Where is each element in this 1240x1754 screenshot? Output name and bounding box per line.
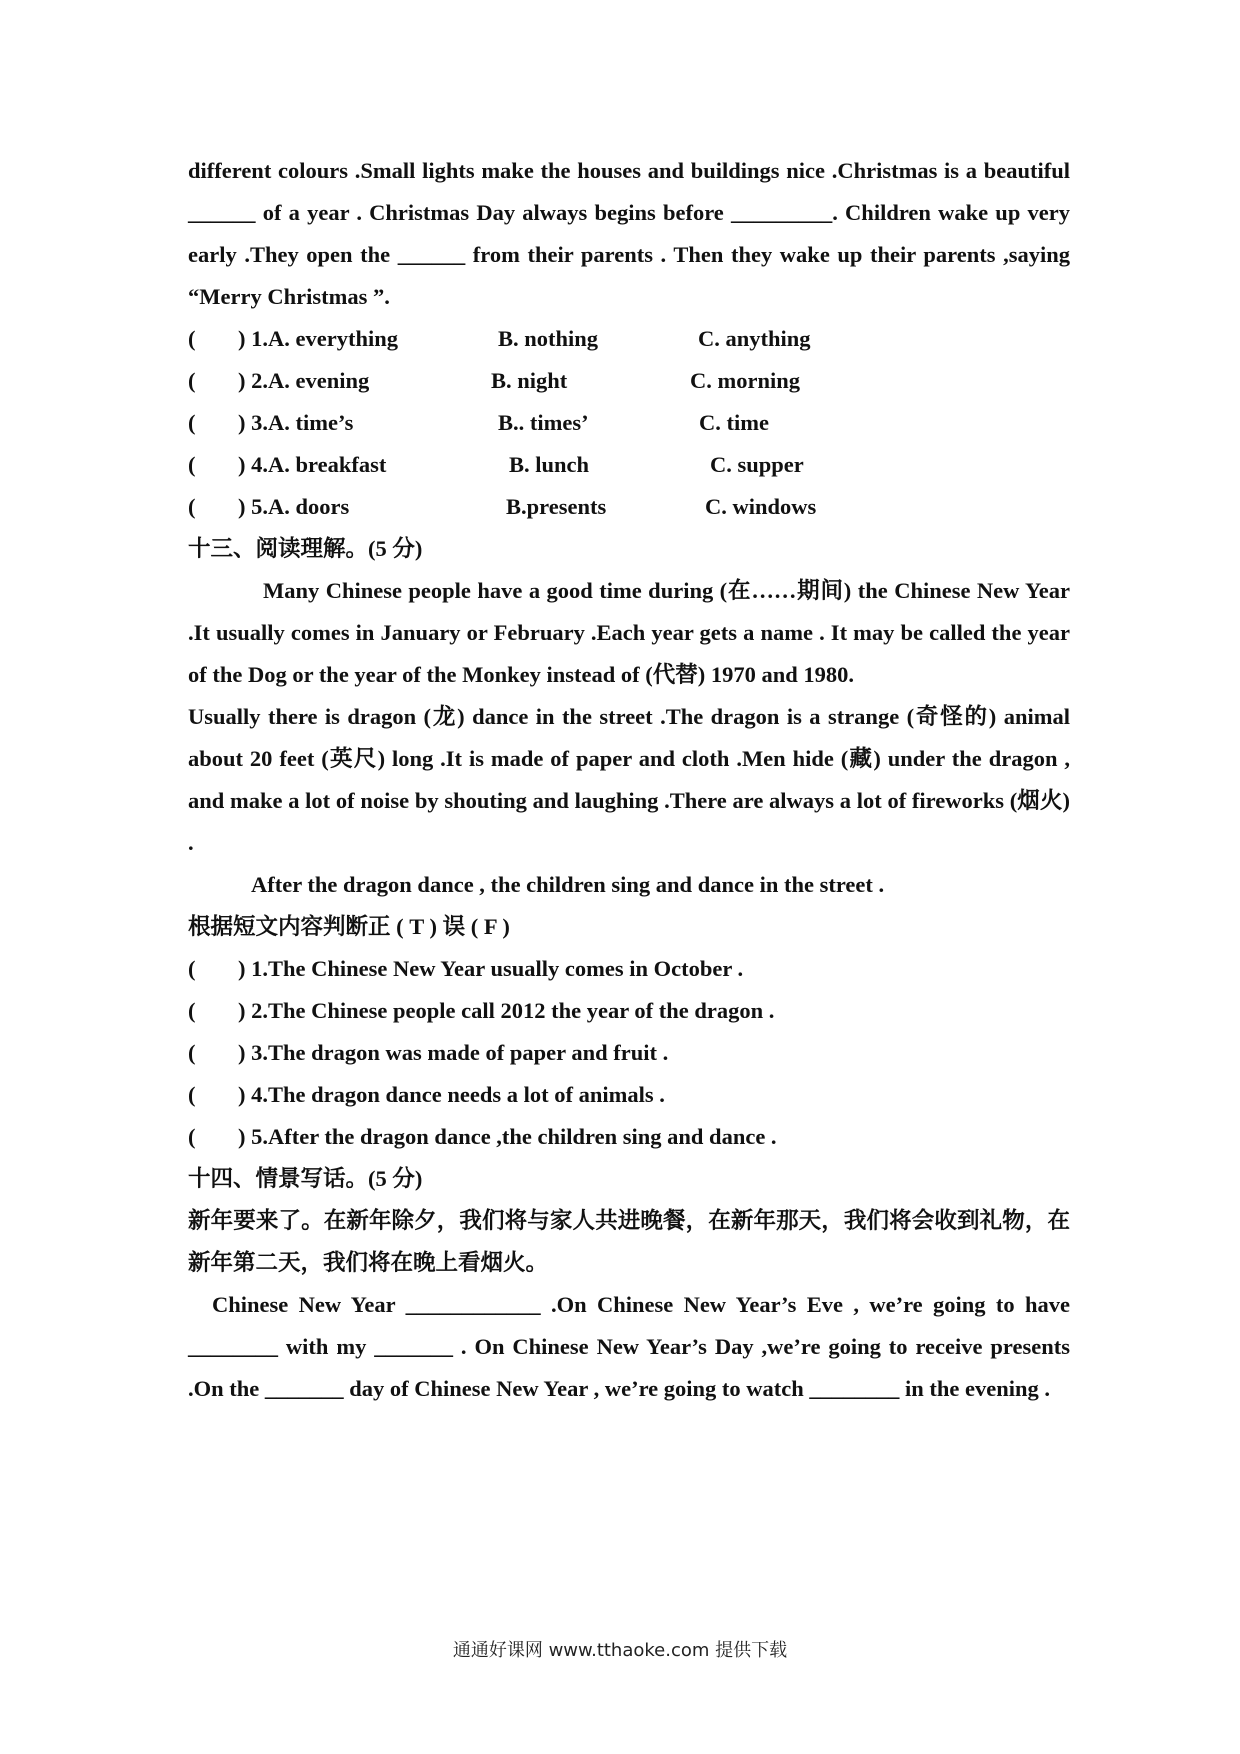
true-false-item — [188, 1032, 1070, 1074]
statement: ) 1.The Chinese New Year usually comes in October . — [238, 956, 744, 981]
reading-paragraph-2: Usually there is dragon (龙) dance in the street .The dragon is a strange (奇怪的) animal about 20 feet (英尺) long .It is made of paper and cloth .Men hide (藏) under the dragon , and make a lot of noise by shouting and laughing .There are always a lot of fireworks (烟火) . — [188, 704, 1070, 855]
reading-paragraph-1: Many Chinese people have a good time during (在……期间) the Chinese New Year .It usually comes in January or February .Each year gets a name . It may be called the year of the Dog or the year of the Monkey instead of (代替) 1970 and 1980. — [188, 578, 1070, 687]
writing-passage: Chinese New Year ____________ .On Chinese New Year’s Eve , we’re going to have ________ with my _______ . On Chinese New Year’s Day ,we’re going to receive presents .On the _______ day of Chinese New Year , we’re going to watch ________ in the evening . — [188, 1292, 1070, 1401]
option-b: B. nothing — [498, 326, 599, 351]
section-13-title: 十三、阅读理解。(5 分) — [188, 536, 423, 561]
answer-paren: ( — [188, 998, 196, 1023]
option-b: B.. times’ — [498, 410, 589, 435]
option-a: ) 2.A. evening — [238, 368, 370, 393]
statement: ) 2.The Chinese people call 2012 the year of the dragon . — [238, 998, 775, 1023]
writing-prompt: 新年要来了。在新年除夕，我们将与家人共进晚餐，在新年那天，我们将会收到礼物，在新年第二天，我们将在晚上看烟火。 — [188, 1208, 1070, 1275]
reading-paragraph-3: After the dragon dance , the children sing and dance in the street . — [251, 872, 885, 897]
cloze-question — [188, 444, 1070, 486]
statement: ) 3.The dragon was made of paper and fruit . — [238, 1040, 669, 1065]
option-a: ) 4.A. breakfast — [238, 452, 387, 477]
option-b: B.presents — [506, 494, 607, 519]
answer-paren: ( — [188, 1082, 196, 1107]
option-c: C. anything — [698, 326, 811, 351]
true-false-item — [188, 948, 1070, 990]
cloze-passage: different colours .Small lights make the houses and buildings nice .Christmas is a beautiful ______ of a year . Christmas Day always begins before _________. Children wake up very early .They open the ______ from their parents . Then they wake up their parents ,saying “Merry Christmas ”. — [188, 158, 1070, 309]
option-c: C. windows — [705, 494, 817, 519]
answer-paren: ( — [188, 494, 196, 519]
answer-paren: ( — [188, 410, 196, 435]
true-false-item — [188, 990, 1070, 1032]
cloze-question-list — [188, 318, 1070, 528]
answer-paren: ( — [188, 1040, 196, 1065]
answer-paren: ( — [188, 368, 196, 393]
option-a: ) 1.A. everything — [238, 326, 398, 351]
option-c: C. supper — [710, 452, 804, 477]
answer-paren: ( — [188, 1124, 196, 1149]
page-footer: 通通好课网 www.tthaoke.com 提供下载 — [452, 1640, 788, 1661]
true-false-instruction: 根据短文内容判断正 ( T ) 误 ( F ) — [188, 914, 510, 939]
true-false-item — [188, 1074, 1070, 1116]
option-c: C. morning — [690, 368, 801, 393]
option-a: ) 5.A. doors — [238, 494, 350, 519]
cloze-question — [188, 402, 1070, 444]
answer-paren: ( — [188, 956, 196, 981]
cloze-question — [188, 486, 1070, 528]
option-b: B. lunch — [509, 452, 590, 477]
true-false-item — [188, 1116, 1070, 1158]
section-14-title: 十四、情景写话。(5 分) — [188, 1166, 423, 1191]
cloze-question — [188, 318, 1070, 360]
statement: ) 4.The dragon dance needs a lot of animals . — [238, 1082, 665, 1107]
true-false-list — [188, 948, 1070, 1158]
statement: ) 5.After the dragon dance ,the children sing and dance . — [238, 1124, 777, 1149]
option-c: C. time — [699, 410, 769, 435]
exam-page — [188, 150, 1070, 1410]
option-a: ) 3.A. time’s — [238, 410, 354, 435]
answer-paren: ( — [188, 452, 196, 477]
option-b: B. night — [491, 368, 568, 393]
answer-paren: ( — [188, 326, 196, 351]
cloze-question — [188, 360, 1070, 402]
